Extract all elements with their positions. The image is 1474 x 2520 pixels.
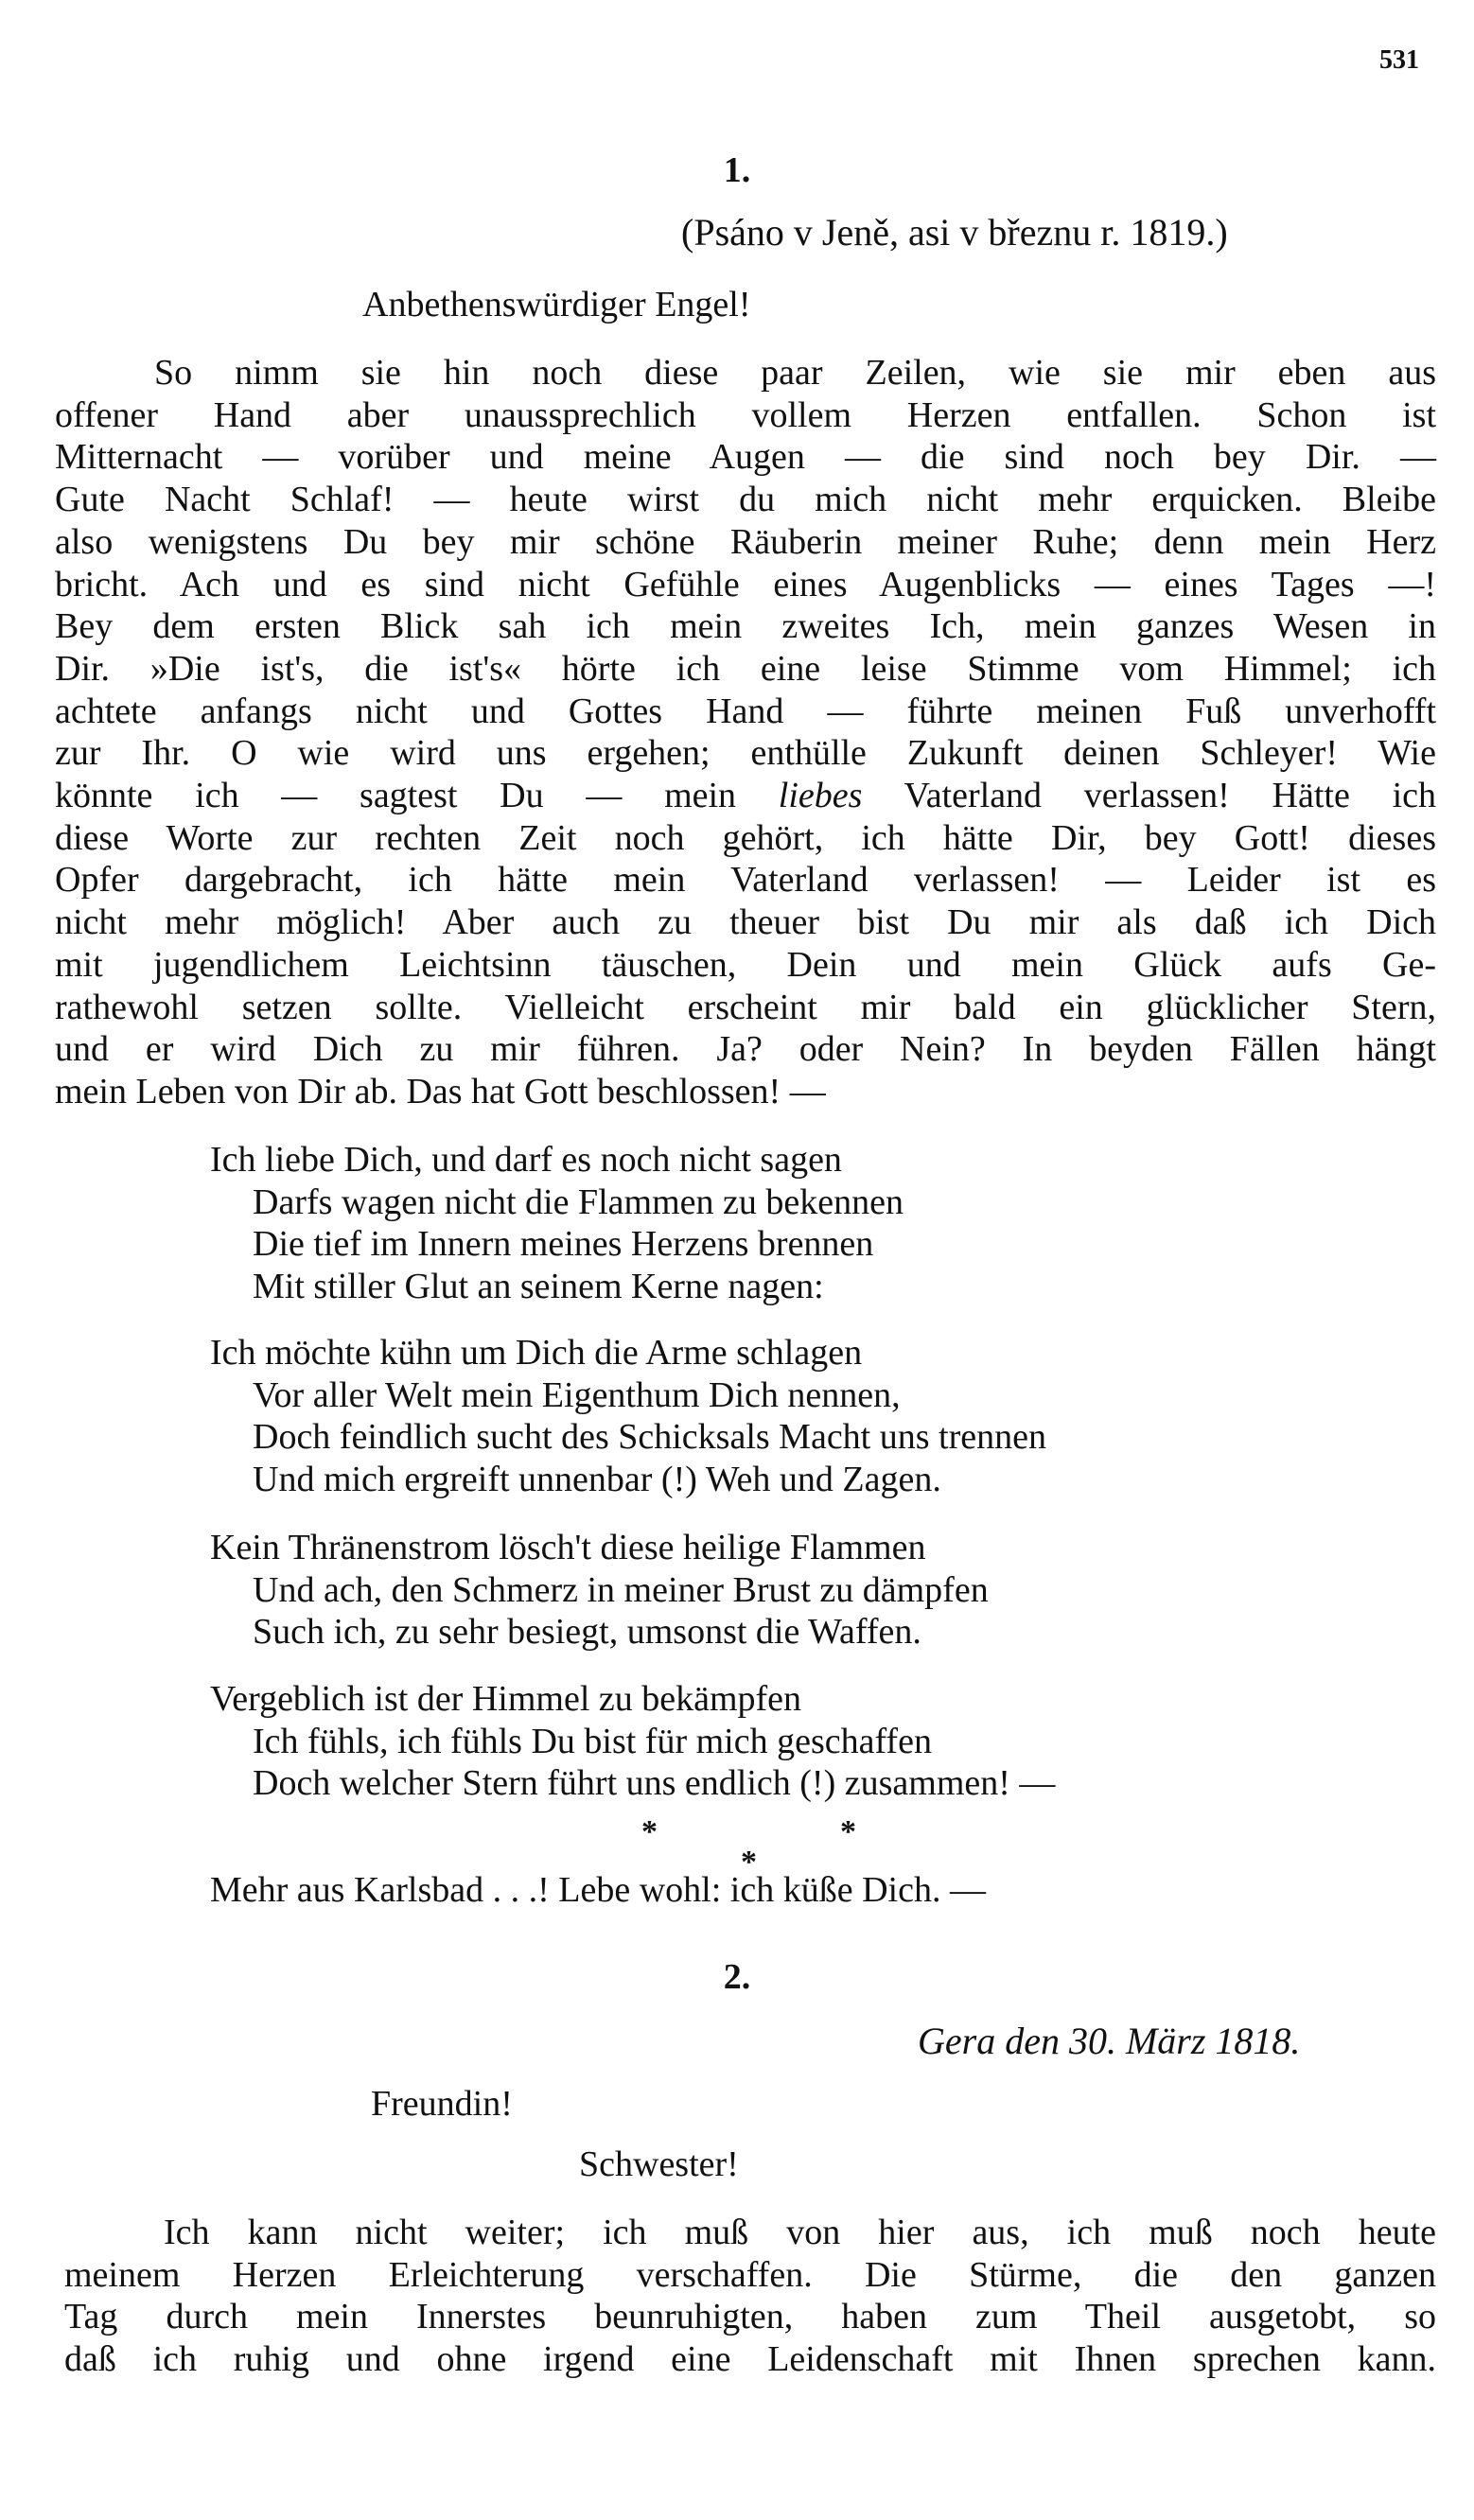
verse-line: Vergeblich ist der Himmel zu bekämpfen [210,1679,802,1719]
text-line: Tag durch mein Innerstes beunruhigten, haben zum Theil ausgetobt, so [64,2297,1436,2337]
letter-1-note: (Psáno v Jeně, asi v březnu r. 1819.) [681,211,1228,254]
letter-2-body [64,2212,1436,2381]
letter-2-date: Gera den 30. März 1818. [918,2020,1301,2062]
asterism-star: * [840,1814,856,1849]
text-line: Ich kann nicht weiter; ich muß von hier aus, ich muß noch heute [164,2213,1436,2252]
emphasized-word: liebes [778,776,863,816]
text-line: offener Hand aber unaussprechlich vollem Herzen entfallen. Schon ist [55,394,1436,435]
verse-line: Ich möchte kühn um Dich die Arme schlagen [210,1333,863,1373]
asterism-star: * [641,1814,658,1849]
text-line-mixed [55,775,1436,817]
verse-line: Und ach, den Schmerz in meiner Brust zu dämpfen [253,1569,989,1610]
text-line: also wenigstens Du bey mir schöne Räuberin meiner Ruhe; denn mein Herz [55,521,1436,562]
asterism-star: * [741,1845,757,1880]
text-line: bricht. Ach und es sind nicht Gefühle eines Augenblicks — eines Tages —! [55,564,1436,604]
letter-2-number: 2. [723,1957,751,1997]
text-line: daß ich ruhig und ohne irgend eine Leidenschaft mit Ihnen sprechen kann. [64,2339,1436,2380]
verse-line: Doch feindlich sucht des Schicksals Macht uns trennen [253,1417,1046,1458]
verse-line: Vor aller Welt mein Eigenthum Dich nennen, [253,1374,901,1415]
verse-line: Ich liebe Dich, und darf es noch nicht sagen [210,1140,842,1180]
poem-stanza-1 [210,1139,904,1308]
text-line: Dir. »Die ist's, die ist's« hörte ich eine leise Stimme vom Himmel; ich [55,648,1436,689]
text-line: So nimm sie hin noch diese paar Zeilen, wie sie mir eben aus [154,353,1436,393]
verse-line: Die tief im Innern meines Herzens brennen [253,1224,874,1265]
letter-1-salutation: Anbethenswürdiger Engel! [362,285,751,324]
text-line: mein Leben von Dir ab. Das hat Gott beschlossen! — [55,1071,826,1111]
text-line: mit jugendlichem Leichtsinn täuschen, Dein und mein Glück aufs Ge- [55,944,1436,985]
poem-stanza-3 [210,1527,989,1654]
text-line: achtete anfangs nicht und Gottes Hand — führte meinen Fuß unverhofft [55,691,1436,731]
verse-line: Darfs wagen nicht die Flammen zu bekennen [253,1181,904,1222]
text-line: rathewohl setzen sollte. Vielleicht erscheint mir bald ein glücklicher Stern, [55,987,1436,1027]
text-line: zur Ihr. O wie wird uns ergehen; enthülle Zukunft deinen Schleyer! Wie [55,733,1436,774]
verse-line: Ich fühls, ich fühls Du bist für mich geschaffen [253,1721,932,1761]
text-line: Gute Nacht Schlaf! — heute wirst du mich nicht mehr erquicken. Bleibe [55,480,1436,520]
verse-line: Kein Thränenstrom lösch't diese heilige Flammen [210,1528,926,1567]
verse-line: Und mich ergreift unnenbar (!) Weh und Zagen. [253,1460,941,1500]
letter-2-salutation-2: Schwester! [579,2144,739,2184]
letter-2-salutation-1: Freundin! [371,2084,513,2124]
text-line: diese Worte zur rechten Zeit noch gehört, ich hätte Dir, bey Gott! dieses [55,817,1436,858]
verse-line: Doch welcher Stern führt uns endlich (!) zusammen! — [253,1763,1056,1804]
page-number: 531 [1379,45,1419,75]
poem-stanza-2 [210,1332,1046,1501]
letter-1-number: 1. [723,150,751,190]
text-line: Bey dem ersten Blick sah ich mein zweites Ich, mein ganzes Wesen in [55,606,1436,647]
text-line: Mitternacht — vorüber und meine Augen — die sind noch bey Dir. — [55,437,1436,478]
letter-1-body [55,352,1436,1113]
text-line: Opfer dargebracht, ich hätte mein Vaterland verlassen! — Leider ist es [55,860,1436,901]
text-line: nicht mehr möglich! Aber auch zu theuer bist Du mir als daß ich Dich [55,902,1436,943]
verse-line: Mit stiller Glut an seinem Kerne nagen: [253,1267,824,1307]
text-line: meinem Herzen Erleichterung verschaffen. Die Stürme, die den ganzen [64,2254,1436,2295]
text-line: und er wird Dich zu mir führen. Ja? oder Nein? In beyden Fällen hängt [55,1029,1436,1070]
poem-stanza-4 [210,1678,1055,1805]
text-fragment: Vaterland verlassen! Hätte ich [862,776,1436,816]
letter-1-closing: Mehr aus Karlsbad . . .! Lebe wohl: ich küße Dich. — [210,1870,986,1910]
text-fragment: könnte ich — sagtest Du — mein [55,776,779,816]
verse-line: Such ich, zu sehr besiegt, umsonst die Waffen. [253,1612,921,1653]
